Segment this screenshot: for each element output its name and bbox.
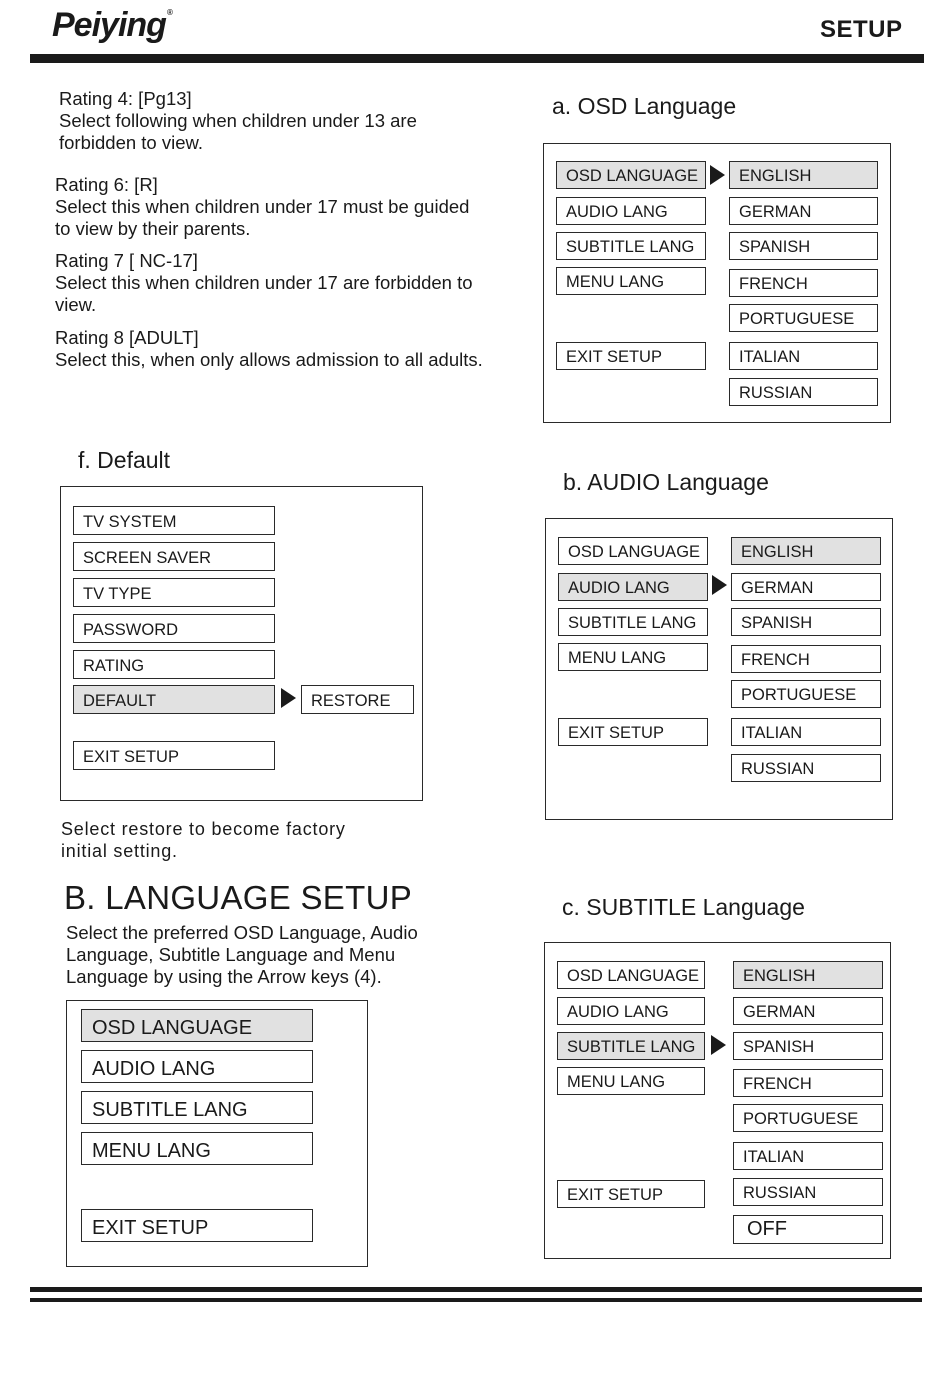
- menu-item-subtitle-lang[interactable]: SUBTITLE LANG: [558, 608, 708, 636]
- menu-item-menu-lang[interactable]: MENU LANG: [558, 643, 708, 671]
- option-spanish[interactable]: SPANISH: [733, 1032, 883, 1060]
- rating-title: Rating 7 [ NC-17]: [55, 250, 198, 271]
- note-line: Select restore to become factory: [61, 819, 346, 839]
- selection-arrow-icon: [710, 165, 725, 185]
- option-russian[interactable]: RUSSIAN: [731, 754, 881, 782]
- option-italian[interactable]: ITALIAN: [729, 342, 878, 370]
- selection-arrow-icon: [711, 1035, 726, 1055]
- option-spanish[interactable]: SPANISH: [731, 608, 881, 636]
- option-portuguese[interactable]: PORTUGUESE: [729, 304, 878, 332]
- footer-divider: [30, 1287, 922, 1292]
- option-portuguese[interactable]: PORTUGUESE: [731, 680, 881, 708]
- default-note: [61, 818, 346, 862]
- menu-item-exit-setup[interactable]: EXIT SETUP: [557, 1180, 705, 1208]
- option-english[interactable]: ENGLISH: [733, 961, 883, 989]
- note-line: initial setting.: [61, 841, 178, 861]
- osd-heading: a. OSD Language: [552, 93, 737, 119]
- menu-item-menu-lang[interactable]: MENU LANG: [557, 1067, 705, 1095]
- option-german[interactable]: GERMAN: [729, 197, 878, 225]
- brand-logo: Peiying®: [52, 6, 172, 44]
- menu-item-audio-lang[interactable]: AUDIO LANG: [558, 573, 708, 601]
- menu-item-audio-lang[interactable]: AUDIO LANG: [557, 997, 705, 1025]
- default-heading: f. Default: [78, 447, 171, 473]
- option-restore[interactable]: RESTORE: [301, 685, 414, 714]
- option-italian[interactable]: ITALIAN: [733, 1142, 883, 1170]
- option-russian[interactable]: RUSSIAN: [729, 378, 878, 406]
- rating-text: view.: [55, 294, 97, 315]
- option-french[interactable]: FRENCH: [729, 269, 878, 297]
- language-setup-description: [66, 922, 418, 988]
- menu-item-osd-language[interactable]: OSD LANGUAGE: [557, 961, 705, 989]
- option-french[interactable]: FRENCH: [731, 645, 881, 673]
- menu-item-exit-setup[interactable]: EXIT SETUP: [81, 1209, 313, 1242]
- rating-6-block: [55, 174, 469, 240]
- option-off[interactable]: OFF: [733, 1215, 883, 1244]
- rating-title: Rating 8 [ADULT]: [55, 327, 199, 348]
- rating-text: to view by their parents.: [55, 218, 251, 239]
- rating-title: Rating 4: [Pg13]: [59, 88, 192, 109]
- description-line: Language by using the Arrow keys (4).: [66, 966, 382, 987]
- rating-4-block: [59, 88, 417, 154]
- option-italian[interactable]: ITALIAN: [731, 718, 881, 746]
- menu-item-subtitle-lang[interactable]: SUBTITLE LANG: [556, 232, 706, 260]
- menu-item-menu-lang[interactable]: MENU LANG: [556, 267, 706, 295]
- menu-item-subtitle-lang[interactable]: SUBTITLE LANG: [81, 1091, 313, 1124]
- menu-item-osd-language[interactable]: OSD LANGUAGE: [558, 537, 708, 565]
- menu-item-exit-setup[interactable]: EXIT SETUP: [556, 342, 706, 370]
- menu-item-tv-system[interactable]: TV SYSTEM: [73, 506, 275, 535]
- rating-text: Select this when children under 17 are forbidden to: [55, 272, 473, 293]
- menu-item-password[interactable]: PASSWORD: [73, 614, 275, 643]
- menu-item-audio-lang[interactable]: AUDIO LANG: [81, 1050, 313, 1083]
- selection-arrow-icon: [712, 575, 727, 595]
- footer-divider: [30, 1298, 922, 1302]
- menu-item-osd-language[interactable]: OSD LANGUAGE: [81, 1009, 313, 1042]
- rating-text: Select this, when only allows admission to all adults.: [55, 349, 483, 370]
- description-line: Select the preferred OSD Language, Audio: [66, 922, 418, 943]
- option-german[interactable]: GERMAN: [733, 997, 883, 1025]
- option-german[interactable]: GERMAN: [731, 573, 881, 601]
- audio-heading: b. AUDIO Language: [563, 469, 769, 495]
- menu-item-tv-type[interactable]: TV TYPE: [73, 578, 275, 607]
- menu-item-rating[interactable]: RATING: [73, 650, 275, 679]
- rating-text: forbidden to view.: [59, 132, 203, 153]
- header-divider: [30, 54, 924, 63]
- menu-item-menu-lang[interactable]: MENU LANG: [81, 1132, 313, 1165]
- option-french[interactable]: FRENCH: [733, 1069, 883, 1097]
- menu-item-audio-lang[interactable]: AUDIO LANG: [556, 197, 706, 225]
- menu-item-default[interactable]: DEFAULT: [73, 685, 275, 714]
- rating-7-block: [55, 250, 473, 316]
- option-spanish[interactable]: SPANISH: [729, 232, 878, 260]
- subtitle-heading: c. SUBTITLE Language: [562, 894, 805, 920]
- description-line: Language, Subtitle Language and Menu: [66, 944, 396, 965]
- rating-text: Select following when children under 13 are: [59, 110, 417, 131]
- rating-text: Select this when children under 17 must be guided: [55, 196, 470, 217]
- menu-item-exit-setup[interactable]: EXIT SETUP: [73, 741, 275, 770]
- menu-item-screen-saver[interactable]: SCREEN SAVER: [73, 542, 275, 571]
- option-portuguese[interactable]: PORTUGUESE: [733, 1104, 883, 1132]
- selection-arrow-icon: [281, 688, 296, 708]
- option-russian[interactable]: RUSSIAN: [733, 1178, 883, 1206]
- menu-item-subtitle-lang[interactable]: SUBTITLE LANG: [557, 1032, 705, 1060]
- language-setup-heading: B. LANGUAGE SETUP: [64, 879, 413, 916]
- rating-title: Rating 6: [R]: [55, 174, 158, 195]
- rating-8-block: [55, 327, 483, 371]
- section-title: SETUP: [820, 16, 903, 43]
- menu-item-exit-setup[interactable]: EXIT SETUP: [558, 718, 708, 746]
- subtitle-menu-panel: [544, 942, 891, 1259]
- option-english[interactable]: ENGLISH: [729, 161, 878, 189]
- menu-item-osd-language[interactable]: OSD LANGUAGE: [556, 161, 706, 189]
- option-english[interactable]: ENGLISH: [731, 537, 881, 565]
